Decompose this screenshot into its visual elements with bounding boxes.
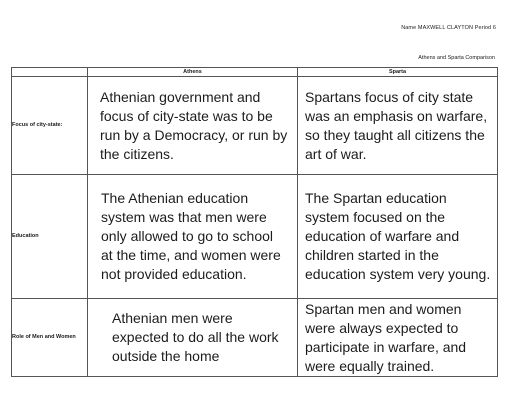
sparta-roles-cell: Spartan men and women were always expected to participate in warfare, and were equally trained. — [298, 299, 498, 377]
row-label-education: Education — [12, 175, 88, 299]
document-subtitle: Athens and Sparta Comparison — [418, 55, 495, 61]
column-header-sparta: Sparta — [298, 68, 498, 77]
row-label-focus: Focus of city-state: — [12, 77, 88, 175]
table-row — [12, 299, 498, 377]
athens-focus-cell: Athenian government and focus of city-state was to be run by a Democracy, or run by the citizens. — [88, 77, 298, 175]
column-header-athens: Athens — [88, 68, 298, 77]
comparison-table — [11, 67, 498, 377]
table-row — [12, 77, 498, 175]
table-row — [12, 175, 498, 299]
athens-roles-cell: Athenian men were expected to do all the work outside the home — [88, 299, 298, 377]
student-name-period: Name MAXWELL CLAYTON Period 6 — [401, 25, 496, 31]
sparta-focus-cell: Spartans focus of city state was an emphasis on warfare, so they taught all citizens the art of war. — [298, 77, 498, 175]
sparta-education-cell: The Spartan education system focused on the education of warfare and children started in the education system very young. — [298, 175, 498, 299]
row-label-roles: Role of Men and Women — [12, 299, 88, 377]
table-header-row — [12, 68, 498, 77]
athens-education-cell: The Athenian education system was that men were only allowed to go to school at the time, and women were not provided education. — [88, 175, 298, 299]
column-header-blank — [12, 68, 88, 77]
